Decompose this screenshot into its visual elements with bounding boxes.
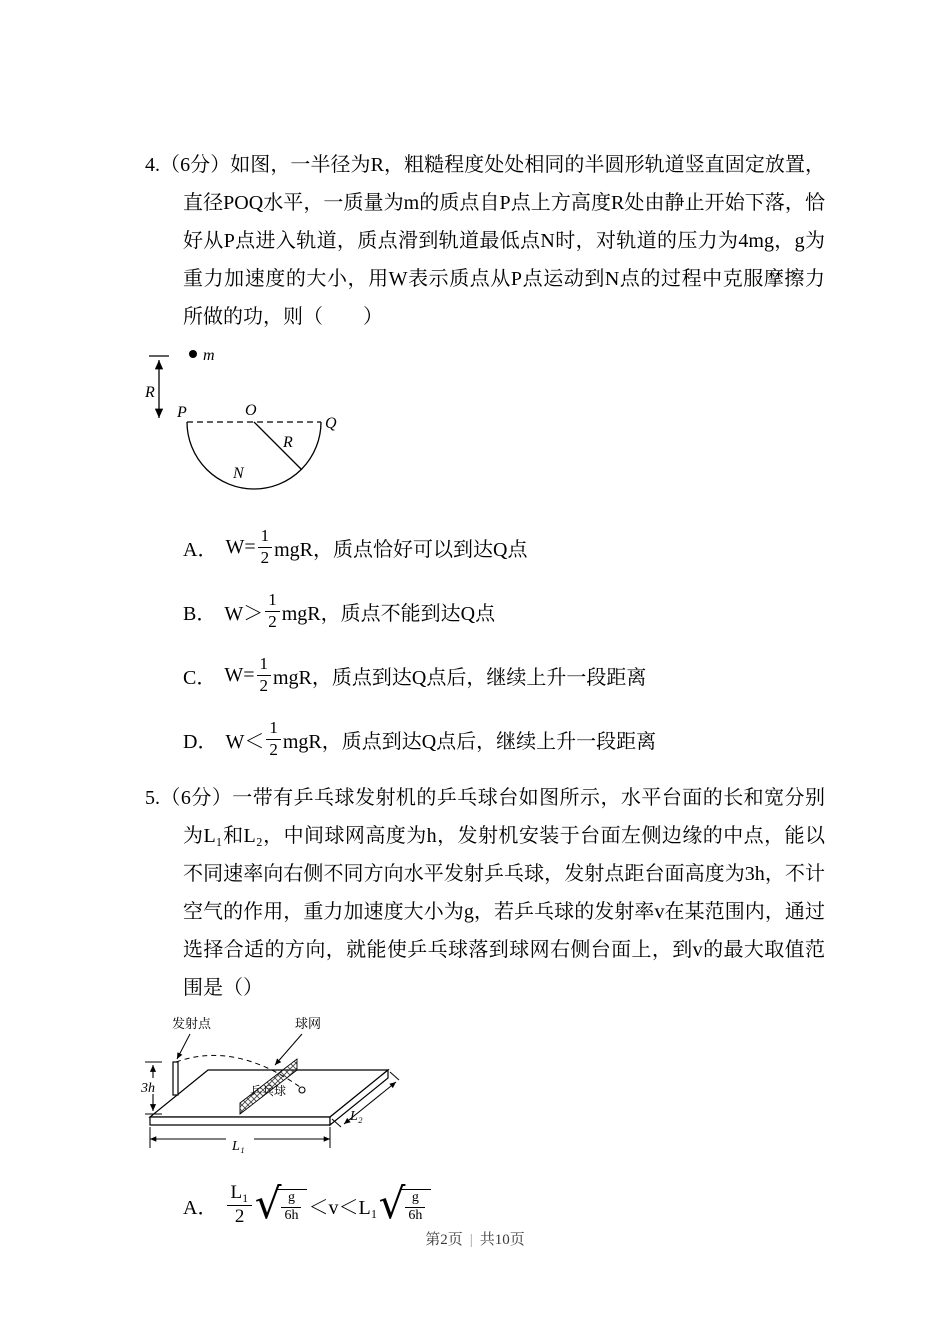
question-4-option-d [183,715,825,763]
option-a-label: A． [183,538,218,561]
option-b-label: B． [183,602,217,625]
l2-ext-back [390,1072,399,1080]
question-5-text [145,779,825,1007]
question-5-options [183,1178,825,1232]
launch-point-label: 发射点 [172,1016,212,1031]
question-4-options [183,523,825,763]
net-label: 球网 [295,1016,322,1031]
question-5-figure [140,1015,825,1168]
question-4-score: （6分） [160,154,231,176]
option-c-lhs: W= [224,663,255,686]
n-label: N [233,465,244,482]
question-5-score: （6分） [160,787,233,809]
footer-separator: | [469,1232,473,1248]
option-d-rhs: mgR，质点到达Q点后，继续上升一段距离 [282,730,657,753]
sqrt-g-over-6h [378,1179,432,1229]
question-5-number: 5. [145,787,160,809]
sqrt-g-over-6h [254,1179,308,1229]
footer-page-number: 第2页 [425,1232,463,1248]
l1-label: L₁ [232,1139,245,1154]
option-a-label: A． [183,1196,218,1219]
fraction-one-half: $\frac{1}{2}$ [266,719,281,758]
question-4-option-b [183,587,825,635]
option-d-lhs: W＜ [225,730,265,753]
page-footer [0,1228,950,1249]
question-4-body: 如图，一半径为R，粗糙程度处处相同的半圆形轨道竖直固定放置，直径POQ水平，一质量为m的质点自P点上方高度R处由静止开始下落，恰好从P点进入轨道，质点滑到轨道最低点N时，对轨道的压力为4mg，g为重力加速度的大小，用W表示质点从P点运动到N点的过程中克服摩擦力所做的功，则（ ） [183,154,826,328]
radical-sign: √ [378,1179,406,1229]
radius-line [254,422,301,469]
launch-point-arrow [177,1034,190,1059]
semicircle-track [187,422,321,489]
l2-label: L₂ [350,1109,363,1124]
pingpong-table-diagram [140,1015,412,1163]
question-5-body: 一带有乒乓球发射机的乒乓球台如图所示，水平台面的长和宽分别为L₁和L₂，中间球网高度为h，发射机安装于台面左侧边缘的中点，能以不同速率向右侧不同方向水平发射乒乓球，发射点距台面高度为3h，不计空气的作用，重力加速度大小为g，若乒乓球的发射率v在某范围内，通过选择合适的方向，就能使乒乓球落到球网右侧台面上，到v的最大取值范围是（） [183,787,826,999]
fraction-g-over-6h: $\frac{g}{6h}$ [405,1191,425,1223]
footer-total-pages: 共10页 [479,1232,525,1248]
radius-label: R [283,434,293,451]
question-4-option-c [183,651,825,699]
fraction-one-half: $\frac{1}{2}$ [257,655,272,694]
o-label: O [245,402,257,419]
ball-label: 乒乓球 [250,1084,287,1098]
q-label: Q [325,415,337,432]
fraction-one-half: $\frac{1}{2}$ [265,591,280,630]
launcher-post [173,1062,178,1095]
inequality-text: ＜v＜L₁ [308,1196,378,1219]
question-4-option-a [183,523,825,571]
fraction-l1-over-2: $\frac{\text{L₁}}{2}$ [227,1183,251,1226]
page-content [141,146,826,1248]
option-a-lhs: W= [225,535,256,558]
fraction-one-half: $\frac{1}{2}$ [258,527,273,566]
question-4 [145,146,825,763]
option-c-rhs: mgR，质点到达Q点后，继续上升一段距离 [273,666,647,689]
question-5-option-a [183,1178,825,1232]
option-a-rhs: mgR，质点恰好可以到达Q点 [274,538,528,561]
ball-dot [299,1087,305,1093]
question-4-number: 4. [145,154,160,176]
mass-label: m [203,347,215,364]
question-4-figure [145,346,825,509]
height-r-label: R [145,384,155,401]
table-front-edge [150,1117,330,1125]
fraction-g-over-6h: $\frac{g}{6h}$ [281,1191,301,1223]
mass-dot [189,350,197,358]
net-pointer-arrow [275,1034,302,1065]
option-b-lhs: W＞ [224,602,264,625]
height-3h-label: 3h [141,1081,155,1096]
question-5 [141,779,826,1232]
semicircle-track-diagram [145,346,380,504]
radical-sign: √ [254,1179,282,1229]
option-c-label: C． [183,666,217,689]
question-4-text [145,146,825,336]
option-b-rhs: mgR，质点不能到达Q点 [281,602,496,625]
option-d-label: D． [183,730,218,753]
p-label: P [177,404,187,421]
